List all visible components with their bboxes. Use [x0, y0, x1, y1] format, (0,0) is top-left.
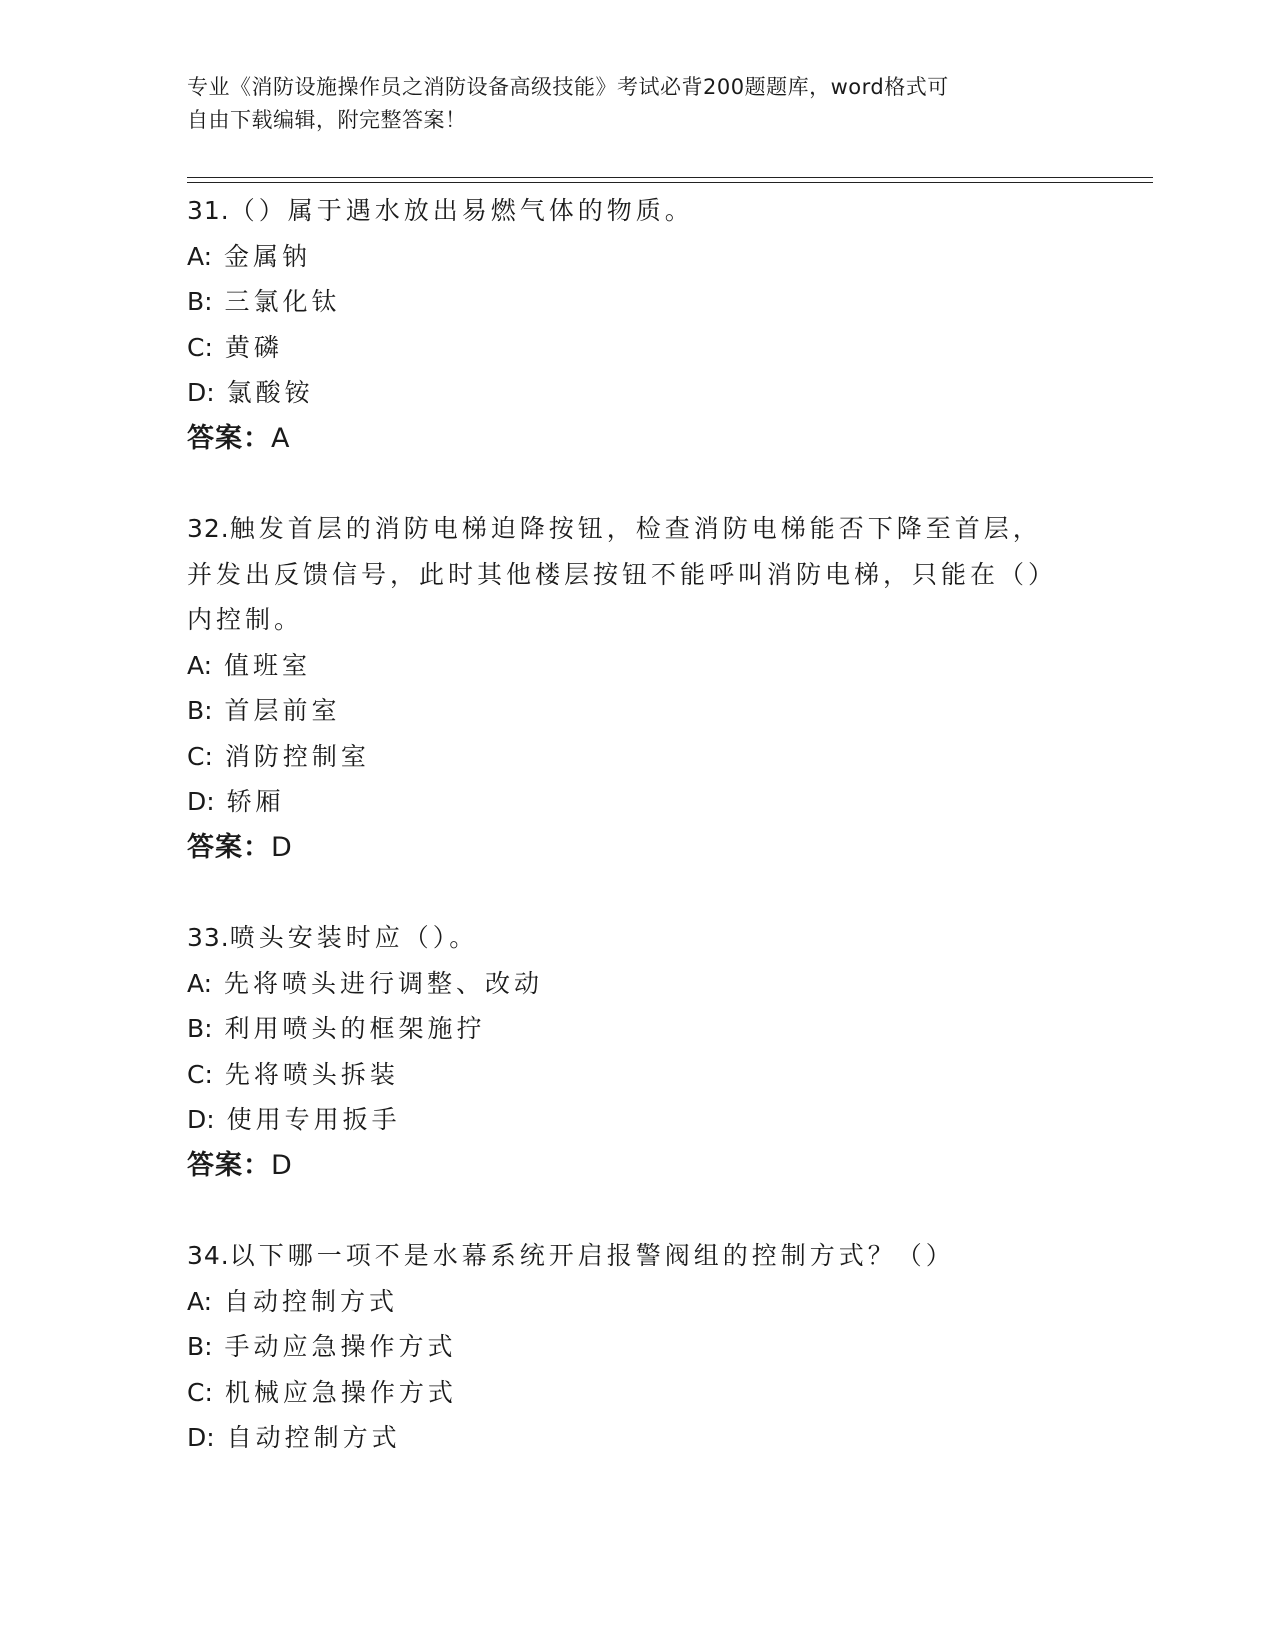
option-text: 自动控制方式: [224, 1286, 399, 1316]
option-letter: B:: [187, 287, 213, 316]
answer-value: D: [271, 1149, 293, 1181]
option-text: 黄磷: [224, 332, 283, 362]
question-number: 32.: [187, 514, 230, 543]
option-letter: C:: [187, 332, 213, 362]
option-letter: A:: [187, 650, 213, 680]
question-text: [187, 188, 1067, 234]
header-divider-bottom: [187, 182, 1153, 183]
option-c: [187, 1370, 1087, 1416]
document-header: [187, 71, 1067, 137]
option-letter: B:: [187, 696, 213, 725]
option-text: 氯酸铵: [226, 378, 314, 407]
option-b: [187, 688, 1087, 734]
option-letter: B:: [187, 1332, 213, 1361]
option-a: [187, 1279, 1087, 1325]
option-letter: C:: [187, 1377, 213, 1407]
question-text: [187, 1233, 1067, 1279]
header-line-1: 专业《消防设施操作员之消防设备高级技能》考试必背200题题库，word格式可: [187, 75, 949, 99]
option-text: 先将喷头进行调整、改动: [224, 968, 544, 998]
answer-line: [187, 825, 1087, 871]
question-stem: 喷头安装时应（）。: [229, 923, 479, 952]
question-text: [187, 915, 1067, 961]
option-d: [187, 1415, 1087, 1461]
option-text: 机械应急操作方式: [224, 1377, 457, 1407]
option-text: 使用专用扳手: [226, 1105, 401, 1134]
answer-value: A: [271, 422, 291, 454]
option-d: [187, 779, 1087, 825]
header-line-2: 自由下载编辑，附完整答案！: [187, 108, 467, 132]
question-32: [187, 506, 1087, 870]
option-letter: D:: [187, 378, 215, 407]
option-d: [187, 370, 1087, 416]
spacer: [187, 461, 1087, 506]
option-text: 三氯化钛: [224, 287, 341, 316]
option-c: [187, 734, 1087, 780]
option-text: 先将喷头拆装: [224, 1059, 399, 1089]
option-letter: D:: [187, 1423, 215, 1452]
option-text: 值班室: [224, 650, 312, 680]
answer-line: [187, 1143, 1087, 1189]
option-text: 消防控制室: [224, 741, 370, 771]
option-d: [187, 1097, 1087, 1143]
option-letter: A:: [187, 241, 213, 271]
option-a: [187, 643, 1087, 689]
question-list: [187, 188, 1087, 1461]
option-c: [187, 325, 1087, 371]
header-divider-top: [187, 177, 1153, 178]
option-letter: D:: [187, 1105, 215, 1134]
answer-label: 答案：: [187, 1149, 271, 1181]
option-text: 手动应急操作方式: [224, 1332, 457, 1361]
option-b: [187, 1324, 1087, 1370]
question-stem: 以下哪一项不是水幕系统开启报警阀组的控制方式？（）: [229, 1241, 955, 1270]
question-31: [187, 188, 1087, 461]
option-letter: B:: [187, 1014, 213, 1043]
option-letter: A:: [187, 1286, 213, 1316]
question-34: [187, 1233, 1087, 1461]
option-a: [187, 961, 1087, 1007]
answer-label: 答案：: [187, 831, 271, 863]
answer-line: [187, 416, 1087, 462]
option-b: [187, 279, 1087, 325]
answer-value: D: [271, 831, 293, 863]
question-33: [187, 915, 1087, 1188]
question-number: 33.: [187, 923, 230, 952]
spacer: [187, 870, 1087, 915]
option-c: [187, 1052, 1087, 1098]
question-number: 31.: [187, 196, 230, 225]
question-text: [187, 506, 1067, 643]
option-b: [187, 1006, 1087, 1052]
option-letter: A:: [187, 968, 213, 998]
option-text: 轿厢: [226, 787, 285, 816]
option-text: 金属钠: [224, 241, 312, 271]
question-number: 34.: [187, 1241, 230, 1270]
spacer: [187, 1188, 1087, 1233]
option-text: 首层前室: [224, 696, 341, 725]
option-letter: C:: [187, 1059, 213, 1089]
question-stem: （）属于遇水放出易燃气体的物质。: [229, 196, 694, 225]
question-stem: 触发首层的消防电梯迫降按钮，检查消防电梯能否下降至首层，并发出反馈信号，此时其他楼层按钮不能呼叫消防电梯，只能在（）内控制。: [187, 514, 1058, 634]
option-letter: D:: [187, 787, 215, 816]
option-letter: C:: [187, 741, 213, 771]
option-text: 利用喷头的框架施拧: [224, 1014, 486, 1043]
option-text: 自动控制方式: [226, 1423, 401, 1452]
answer-label: 答案：: [187, 422, 271, 454]
option-a: [187, 234, 1087, 280]
